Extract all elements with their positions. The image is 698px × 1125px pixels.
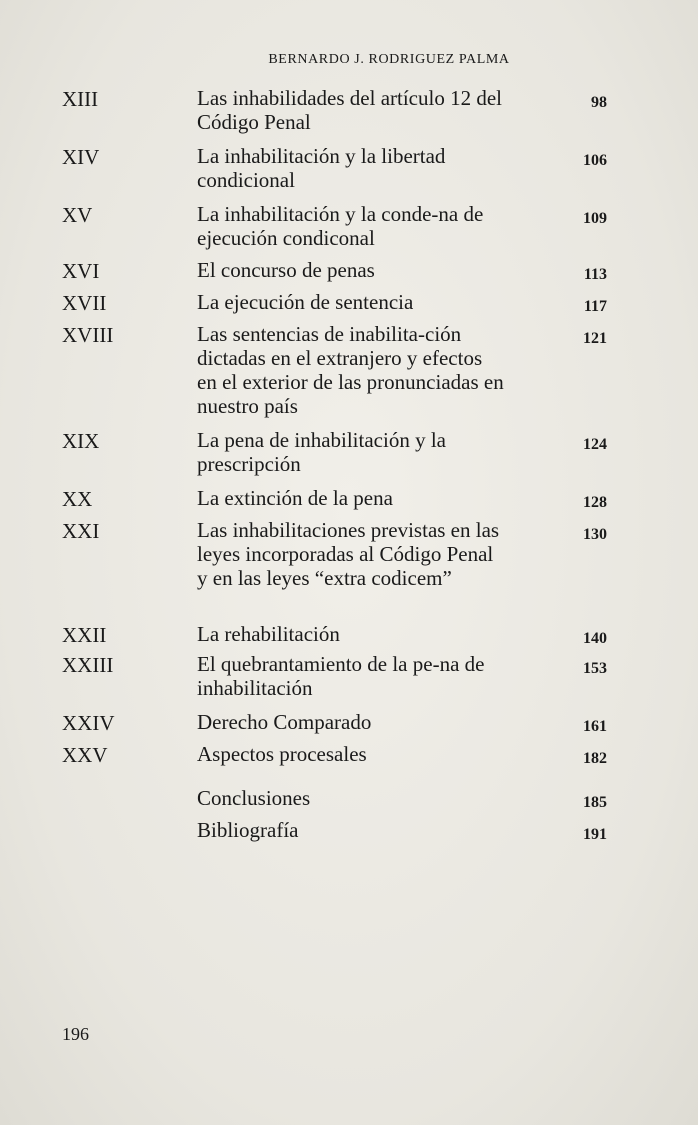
page-number: 185	[583, 794, 607, 811]
page-number: 153	[583, 660, 607, 677]
chapter-number: XXIII	[62, 653, 114, 677]
toc-row	[62, 742, 622, 786]
chapter-title: Bibliografía	[197, 818, 299, 842]
chapter-title: La extinción de la pena	[197, 486, 393, 510]
page-number: 121	[583, 330, 607, 347]
folio-page-number: 196	[62, 1024, 89, 1044]
chapter-number: XVII	[62, 291, 107, 315]
page-number: 191	[583, 826, 607, 843]
chapter-title: La inhabilitación y la conde-na de ejecución condiconal	[197, 202, 484, 250]
toc-row	[62, 622, 622, 652]
toc-row	[62, 258, 622, 290]
page-number: 113	[583, 266, 607, 283]
table-of-contents	[62, 86, 622, 850]
chapter-title: El quebrantamiento de la pe-na de inhabilitación	[197, 652, 485, 700]
toc-row	[62, 818, 622, 850]
chapter-title: La inhabilitación y la libertad condicional	[197, 144, 446, 192]
chapter-number: XIX	[62, 429, 100, 453]
toc-row	[62, 86, 622, 144]
toc-row	[62, 428, 622, 486]
toc-row	[62, 652, 622, 710]
page-number: 124	[583, 436, 607, 453]
running-header: BERNARDO J. RODRIGUEZ PALMA	[268, 52, 510, 67]
page-number: 140	[583, 630, 607, 647]
page-number: 161	[583, 718, 607, 735]
chapter-number: XIV	[62, 145, 100, 169]
chapter-title: Aspectos procesales	[197, 742, 367, 766]
chapter-number: XIII	[62, 87, 99, 111]
page-number: 106	[583, 152, 607, 169]
page-number: 182	[583, 750, 607, 767]
chapter-number: XXV	[62, 743, 108, 767]
toc-row	[62, 144, 622, 202]
chapter-title: La rehabilitación	[197, 622, 340, 646]
chapter-number: XVIII	[62, 323, 114, 347]
chapter-title: Derecho Comparado	[197, 710, 372, 734]
toc-row	[62, 486, 622, 518]
chapter-number: XV	[62, 203, 93, 227]
chapter-title: Conclusiones	[197, 786, 311, 810]
chapter-title: La ejecución de sentencia	[197, 290, 414, 314]
chapter-number: XX	[62, 487, 93, 511]
page-number: 98	[591, 94, 607, 111]
chapter-title: Las sentencias de inabilita-ción dictadas en el extranjero y efectos en el exterior de las pronunciadas en nuestro país	[197, 322, 504, 418]
page-number: 130	[583, 526, 607, 543]
page-number: 109	[583, 210, 607, 227]
toc-row	[62, 290, 622, 322]
chapter-number: XXI	[62, 519, 100, 543]
chapter-number: XXIV	[62, 711, 115, 735]
toc-row	[62, 518, 622, 622]
page-number: 128	[583, 494, 607, 511]
toc-row	[62, 786, 622, 818]
toc-row	[62, 202, 622, 258]
chapter-title: La pena de inhabilitación y la prescripción	[197, 428, 446, 476]
chapter-title: Las inhabilitaciones previstas en las leyes incorporadas al Código Penal y en las leyes “extra codicem”	[197, 518, 500, 590]
chapter-number: XXII	[62, 623, 107, 647]
page-number: 117	[583, 298, 607, 315]
chapter-title: El concurso de penas	[197, 258, 375, 282]
chapter-title: Las inhabilidades del artículo 12 del Código Penal	[197, 86, 502, 134]
toc-row	[62, 322, 622, 428]
chapter-number: XVI	[62, 259, 100, 283]
toc-row	[62, 710, 622, 742]
